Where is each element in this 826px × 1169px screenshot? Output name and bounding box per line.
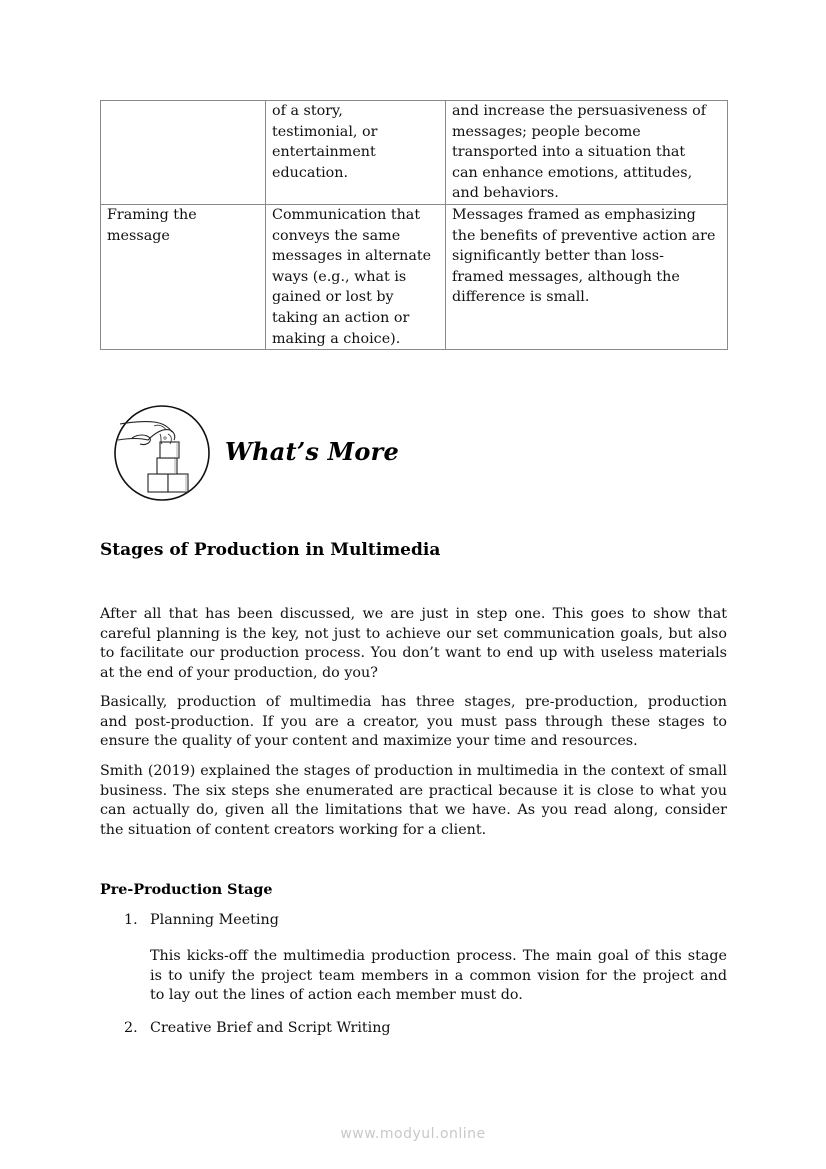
table-cell-description: of a story, testimonial, or entertainment education. [266,101,446,205]
table-cell-evidence: and increase the persuasiveness of messages; people become transported into a situation that can enhance emotions, attitudes, and behaviors. [446,101,728,205]
watermark: www.modyul.online [340,1126,486,1142]
table-cell-evidence: Messages framed as emphasizing the benefits of preventive action are significantly better than loss- framed messages, although the difference is small. [446,205,728,350]
list-number: 2. [124,1020,138,1036]
list-item-label: Creative Brief and Script Writing [150,1020,391,1036]
list-item-label: Planning Meeting [150,912,279,928]
hand-stacking-blocks-icon [110,404,216,502]
table-cell-strategy: Framing the message [101,205,266,350]
pre-production-heading: Pre-Production Stage [100,882,273,898]
whats-more-heading: What’s More [225,437,399,466]
list-number: 1. [124,912,138,928]
paragraph: After all that has been discussed, we are just in step one. This goes to show that careful planning is the key, not just to achieve our set communication goals, but also to facilitate our production process. You don’t want to end up with useless materials at the end of your production, do you? [100,606,727,681]
section-title: Stages of Production in Multimedia [100,540,441,560]
paragraph: Smith (2019) explained the stages of production in multimedia in the context of small business. The six steps she enumerated are practical because it is close to what you can actually do, given all the limitations that we have. As you read along, consider the situation of content creators working for a client. [100,763,727,838]
list-item [124,911,279,931]
table-cell-description: Communication that conveys the same messages in alternate ways (e.g., what is gained or lost by taking an action or making a choice). [266,205,446,350]
list-item [124,1019,391,1039]
paragraph: Basically, production of multimedia has three stages, pre-production, production and post-production. If you are a creator, you must pass through these stages to ensure the quality of your content and maximize your time and resources. [100,694,727,750]
table-row [101,101,728,205]
message-strategies-table [100,100,728,350]
table-cell-strategy [101,101,266,205]
list-item-body: This kicks-off the multimedia production process. The main goal of this stage is to unify the project team members in a common vision for the project and to lay out the lines of action each member must do. [150,948,727,1004]
table-row [101,205,728,350]
